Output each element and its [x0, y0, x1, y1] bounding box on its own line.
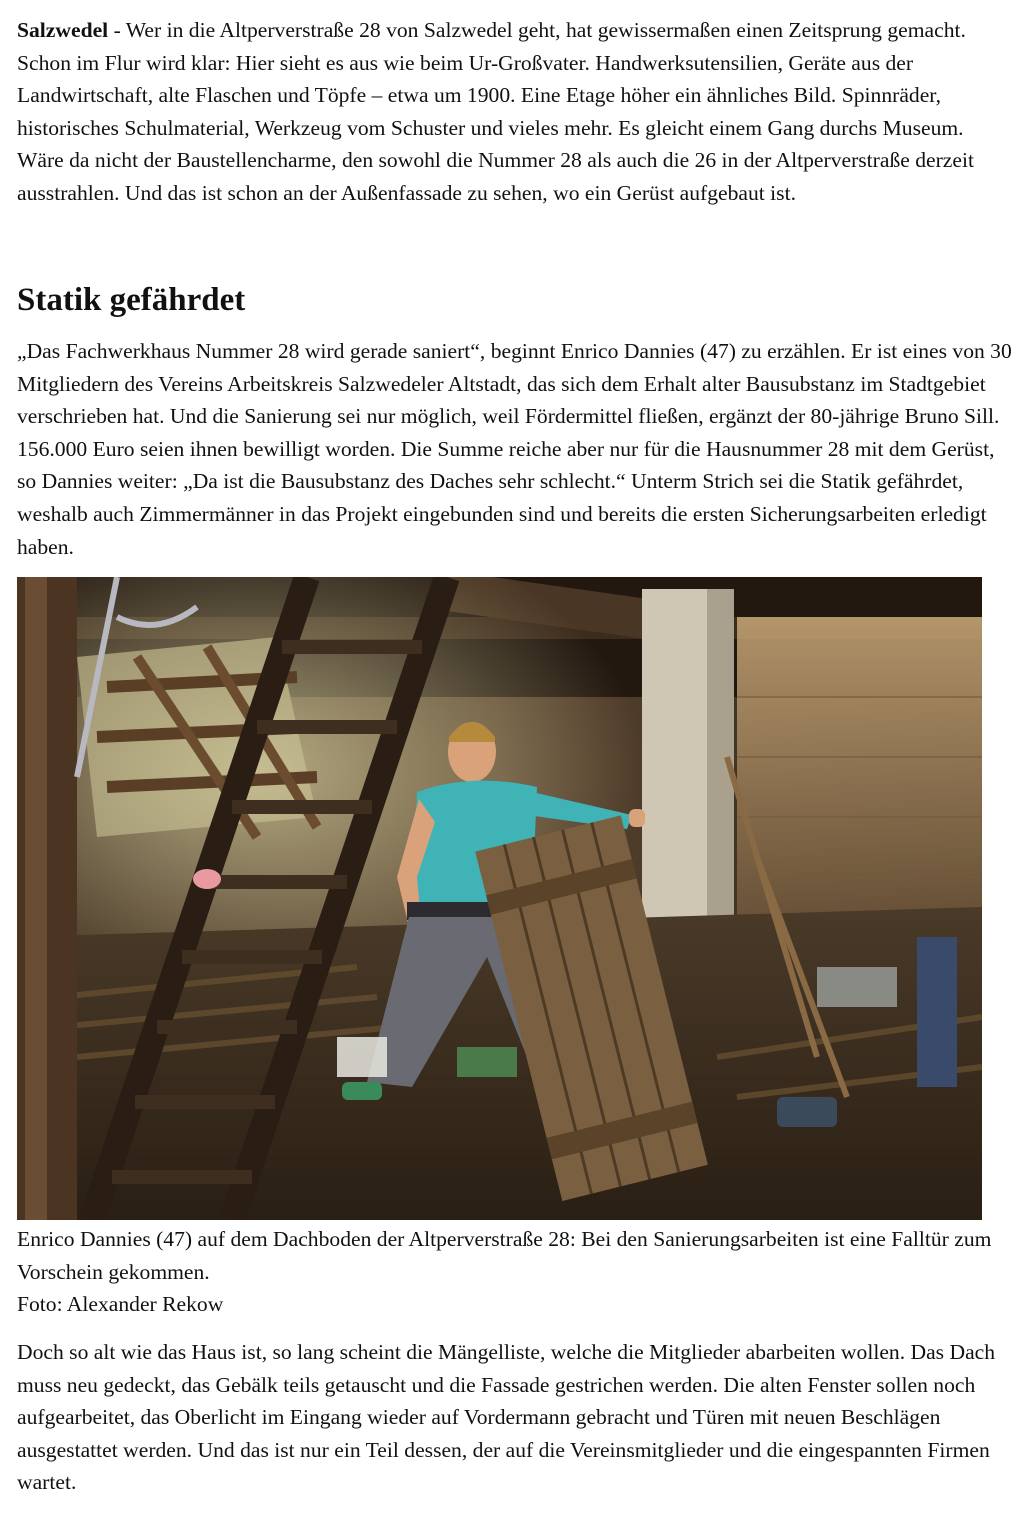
subheading: Statik gefährdet [17, 282, 246, 318]
photo-caption-text: Enrico Dannies (47) auf dem Dachboden der Altperverstraße 28: Bei den Sanierungsarbeiten ist eine Falltür zum Vorschein gekommen. [17, 1227, 992, 1284]
intro-paragraph [17, 14, 1015, 210]
article-photo [17, 577, 982, 1220]
photo-credit: Foto: Alexander Rekow [17, 1292, 224, 1316]
dateline: Salzwedel [17, 18, 109, 42]
photo-caption [17, 1223, 1015, 1321]
body-paragraph-2: Doch so alt wie das Haus ist, so lang scheint die Mängelliste, welche die Mitglieder abarbeiten wollen. Das Dach muss neu gedeckt, das Gebälk teils getauscht und die Fassade gestrichen werden. Die alten Fenster sollen noch aufgearbeitet, das Oberlicht im Eingang wieder auf Vordermann gebracht und Türen mit neuen Beschlägen ausgestattet werden. Und das ist nur ein Teil dessen, der auf die Vereinsmitglieder und die eingespannten Firmen wartet. [17, 1340, 996, 1495]
attic-photo-illustration [17, 577, 982, 1220]
body-paragraph-1: „Das Fachwerkhaus Nummer 28 wird gerade saniert“, beginnt Enrico Dannies (47) zu erzählen. Er ist eines von 30 Mitgliedern des Vereins Arbeitskreis Salzwedeler Altstadt, das sich dem Erhalt alter Bausubstanz im Stadtgebiet verschrieben hat. Und die Sanierung sei nur möglich, weil Fördermittel fließen, ergänzt der 80-jährige Bruno Sill. 156.000 Euro seien ihnen bewilligt worden. Die Summe reiche aber nur für die Hausnummer 28 mit dem Gerüst, so Dannies weiter: „Da ist die Bausubstanz des Daches sehr schlecht.“ Unterm Strich sei die Statik gefährdet, weshalb auch Zimmermänner in das Projekt eingebunden sind und bereits die ersten Sicherungsarbeiten erledigt haben. [17, 339, 1012, 559]
intro-paragraph-text: - Wer in die Altperverstraße 28 von Salzwedel geht, hat gewissermaßen einen Zeitsprung gemacht. Schon im Flur wird klar: Hier sieht es aus wie beim Ur-Großvater. Handwerksutensilien, Geräte aus der Landwirtschaft, alte Flaschen und Töpfe – etwa um 1900. Eine Etage höher ein ähnliches Bild. Spinnräder, historisches Schulmaterial, Werkzeug vom Schuster und vieles mehr. Es gleicht einem Gang durchs Museum. Wäre da nicht der Baustellencharme, den sowohl die Nummer 28 als auch die 26 in der Altperverstraße derzeit ausstrahlen. Und das ist schon an der Außenfassade zu sehen, wo ein Gerüst aufgebaut ist. [17, 18, 974, 205]
